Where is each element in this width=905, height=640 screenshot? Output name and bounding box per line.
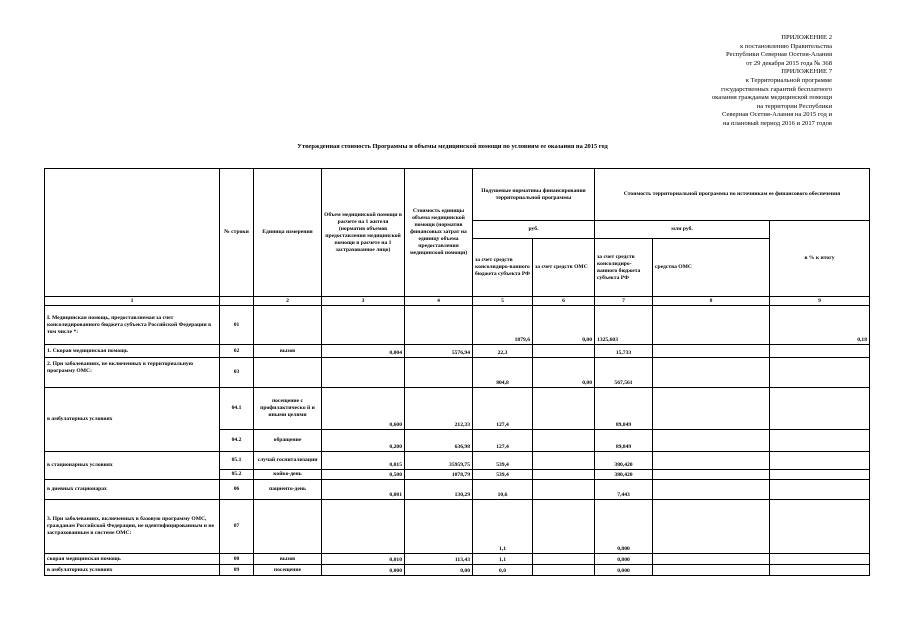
row-total-oms <box>653 565 770 576</box>
row-total-oms <box>653 358 770 388</box>
row-no: 08 <box>220 554 254 565</box>
row-name: 1. Скорая медицинская помощь <box>45 345 220 358</box>
row-name: 2. При заболеваниях, не включенных в территориальную программу ОМС: <box>45 358 220 388</box>
row-pct <box>770 345 870 358</box>
row-total-budget: 15,733 <box>595 345 653 358</box>
row-no: 05.1 <box>220 452 254 470</box>
row-budget: 22,3 <box>473 345 533 358</box>
page-title: Утвержденная стоимость Программы и объемы медицинской помощи по условиям ее оказания на 2015 год <box>297 143 608 150</box>
col-number <box>220 297 254 306</box>
col-oms2-header: средства ОМС <box>653 239 770 297</box>
row-budget: 539,4 <box>473 452 533 470</box>
row-cost: 636,98 <box>405 430 473 452</box>
row-no: 04.1 <box>220 388 254 430</box>
row-total-oms <box>653 345 770 358</box>
row-total-budget: 1325,603 <box>595 306 653 345</box>
row-total-oms <box>653 452 770 470</box>
row-name: скорая медицинская помощь <box>45 554 220 565</box>
table-row <box>45 500 870 554</box>
row-oms <box>533 500 595 554</box>
row-oms: 0,00 <box>533 306 595 345</box>
row-pct <box>770 388 870 430</box>
row-volume <box>322 358 405 388</box>
row-volume <box>322 306 405 345</box>
row-no: 03 <box>220 358 254 388</box>
table-row <box>45 358 870 388</box>
col-number: 8 <box>653 297 770 306</box>
row-pct <box>770 480 870 500</box>
document-header <box>572 34 832 129</box>
col-name-header <box>45 169 220 297</box>
row-budget: 127,4 <box>473 388 533 430</box>
header-line: на территории Республики <box>756 102 832 110</box>
col-per-capita-header: Подушевые нормативы финансирования территориальной программы <box>473 169 595 221</box>
header-line: ПРИЛОЖЕНИЕ 7 <box>781 68 832 76</box>
row-unit: случай госпитализации <box>254 452 322 470</box>
row-unit: пациенто-день <box>254 480 322 500</box>
col-number: 5 <box>473 297 533 306</box>
col-budget-header: за счет средств консолидиро-ванного бюджета субъекта РФ <box>473 239 533 297</box>
table-row <box>45 480 870 500</box>
row-budget: 804,8 <box>473 358 533 388</box>
table-row <box>45 452 870 470</box>
row-volume: 0,600 <box>322 388 405 430</box>
row-unit: вызов <box>254 345 322 358</box>
row-total-budget: 0,800 <box>595 500 653 554</box>
row-pct <box>770 452 870 470</box>
header-line: оказания гражданам медицинской помощи <box>711 94 832 102</box>
row-total-budget: 7,443 <box>595 480 653 500</box>
col-volume-header: Объем медицинской помощи в расчете на 1 жителя (норматив объемов предоставления медицинской помощи в расчете на 1 застрахованное лицо) <box>322 169 405 297</box>
col-mln-rub-header: млн руб. <box>595 221 770 239</box>
header-line: Северная Осетия-Алания на 2015 год и <box>721 111 832 119</box>
header-line: к постановлению Правительства <box>740 42 832 50</box>
row-name: 3. При заболеваниях, включенных в базовую программу ОМС, гражданам Российской Федерации, не идентифицированным и не застрахованным в системе ОМС: <box>45 500 220 554</box>
row-volume: 0,081 <box>322 480 405 500</box>
row-volume: 0,500 <box>322 470 405 480</box>
header-line: ПРИЛОЖЕНИЕ 2 <box>781 34 832 41</box>
row-pct <box>770 430 870 452</box>
row-unit: посещение <box>254 565 322 576</box>
col-number: 7 <box>595 297 653 306</box>
row-budget: 1879,6 <box>473 306 533 345</box>
col-number: 1 <box>45 297 220 306</box>
row-oms <box>533 565 595 576</box>
header-line: государственных гарантий бесплатного <box>721 85 832 93</box>
table-row <box>45 345 870 358</box>
row-total-budget: 0,800 <box>595 554 653 565</box>
col-unit-header: Единица измерения <box>254 169 322 297</box>
row-total-oms <box>653 554 770 565</box>
row-total-oms <box>653 500 770 554</box>
row-unit: вызов <box>254 554 322 565</box>
table-row <box>45 388 870 430</box>
row-oms <box>533 430 595 452</box>
row-no: 02 <box>220 345 254 358</box>
row-total-budget: 89,849 <box>595 388 653 430</box>
header-line: к Территориальной программе <box>745 76 832 84</box>
row-no: 09 <box>220 565 254 576</box>
row-cost: 35959,75 <box>405 452 473 470</box>
row-total-oms <box>653 470 770 480</box>
col-number: 2 <box>254 297 322 306</box>
row-cost: 5576,94 <box>405 345 473 358</box>
col-oms-header: за счет средств ОМС <box>533 239 595 297</box>
row-cost: 212,33 <box>405 388 473 430</box>
col-cost-header: Стоимость единицы объема медицинской помощи (норматив финансовых затрат на единицу объема предоставления медицинской помощи) <box>405 169 473 297</box>
row-total-budget: 0,000 <box>595 565 653 576</box>
col-total-cost-header: Стоимость территориальной программы по источникам ее финансового обеспечения <box>595 169 870 221</box>
row-unit <box>254 358 322 388</box>
header-line: на плановый период 2016 и 2017 годов <box>722 119 832 127</box>
table-row <box>45 565 870 576</box>
row-cost <box>405 500 473 554</box>
row-unit: обращение <box>254 430 322 452</box>
row-budget: 539,4 <box>473 470 533 480</box>
col-number: 3 <box>322 297 405 306</box>
row-pct <box>770 565 870 576</box>
row-total-oms <box>653 480 770 500</box>
row-total-oms <box>653 430 770 452</box>
row-pct <box>770 358 870 388</box>
row-no: 07 <box>220 500 254 554</box>
row-total-budget: 89,849 <box>595 430 653 452</box>
table-row <box>45 554 870 565</box>
row-pct <box>770 470 870 480</box>
row-cost: 0,00 <box>405 565 473 576</box>
header-line: Республики Северная Осетия-Алания <box>726 51 832 59</box>
row-budget: 10,6 <box>473 480 533 500</box>
row-total-oms <box>653 306 770 345</box>
row-cost: 130,29 <box>405 480 473 500</box>
row-oms <box>533 554 595 565</box>
header-line: от 29 декабря 2015 года № 368 <box>746 59 832 67</box>
row-volume: 0,015 <box>322 452 405 470</box>
row-unit <box>254 306 322 345</box>
row-total-budget: 380,420 <box>595 452 653 470</box>
row-budget: 1,1 <box>473 500 533 554</box>
row-no: 04.2 <box>220 430 254 452</box>
row-pct <box>770 554 870 565</box>
row-oms <box>533 345 595 358</box>
col-number: 4 <box>405 297 473 306</box>
row-total-oms <box>653 388 770 430</box>
row-oms <box>533 470 595 480</box>
row-unit: посещение с профилактическо й и иными целями <box>254 388 322 430</box>
row-budget: 1,1 <box>473 554 533 565</box>
row-volume <box>322 500 405 554</box>
row-pct <box>770 500 870 554</box>
row-unit: койко-день <box>254 470 322 480</box>
col-number: 9 <box>770 297 870 306</box>
row-cost <box>405 306 473 345</box>
row-budget: 127,4 <box>473 430 533 452</box>
col-budget2-header: за счет средств консолидиро-ванного бюджета субъекта РФ <box>595 239 653 297</box>
row-cost <box>405 358 473 388</box>
row-volume: 0,004 <box>322 345 405 358</box>
row-name: в стационарных условиях <box>45 452 220 480</box>
row-cost: 113,43 <box>405 554 473 565</box>
row-name: в амбулаторных условиях <box>45 565 220 576</box>
col-pct-header: в % к итогу <box>770 221 870 297</box>
row-volume: 0,000 <box>322 565 405 576</box>
row-name: в амбулаторных условиях <box>45 388 220 452</box>
col-rub-header: руб. <box>473 221 595 239</box>
row-total-budget: 567,561 <box>595 358 653 388</box>
row-name: I. Медицинская помощь, предоставляемая за счет консолидированного бюджета субъекта Российской Федерации в том числе *: <box>45 306 220 345</box>
col-number: 6 <box>533 297 595 306</box>
row-no: 06 <box>220 480 254 500</box>
col-row-no-header: № строки <box>220 169 254 297</box>
row-total-budget: 380,420 <box>595 470 653 480</box>
row-cost: 1078,79 <box>405 470 473 480</box>
row-oms <box>533 388 595 430</box>
row-oms: 0,00 <box>533 358 595 388</box>
table-row <box>45 306 870 345</box>
row-budget: 0,0 <box>473 565 533 576</box>
row-pct: 0,18 <box>770 306 870 345</box>
row-unit <box>254 500 322 554</box>
row-no: 01 <box>220 306 254 345</box>
row-no: 05.2 <box>220 470 254 480</box>
row-volume: 0,200 <box>322 430 405 452</box>
row-volume: 0,010 <box>322 554 405 565</box>
row-oms <box>533 480 595 500</box>
row-name: в дневных стационарах <box>45 480 220 500</box>
row-oms <box>533 452 595 470</box>
cost-table <box>44 168 870 576</box>
